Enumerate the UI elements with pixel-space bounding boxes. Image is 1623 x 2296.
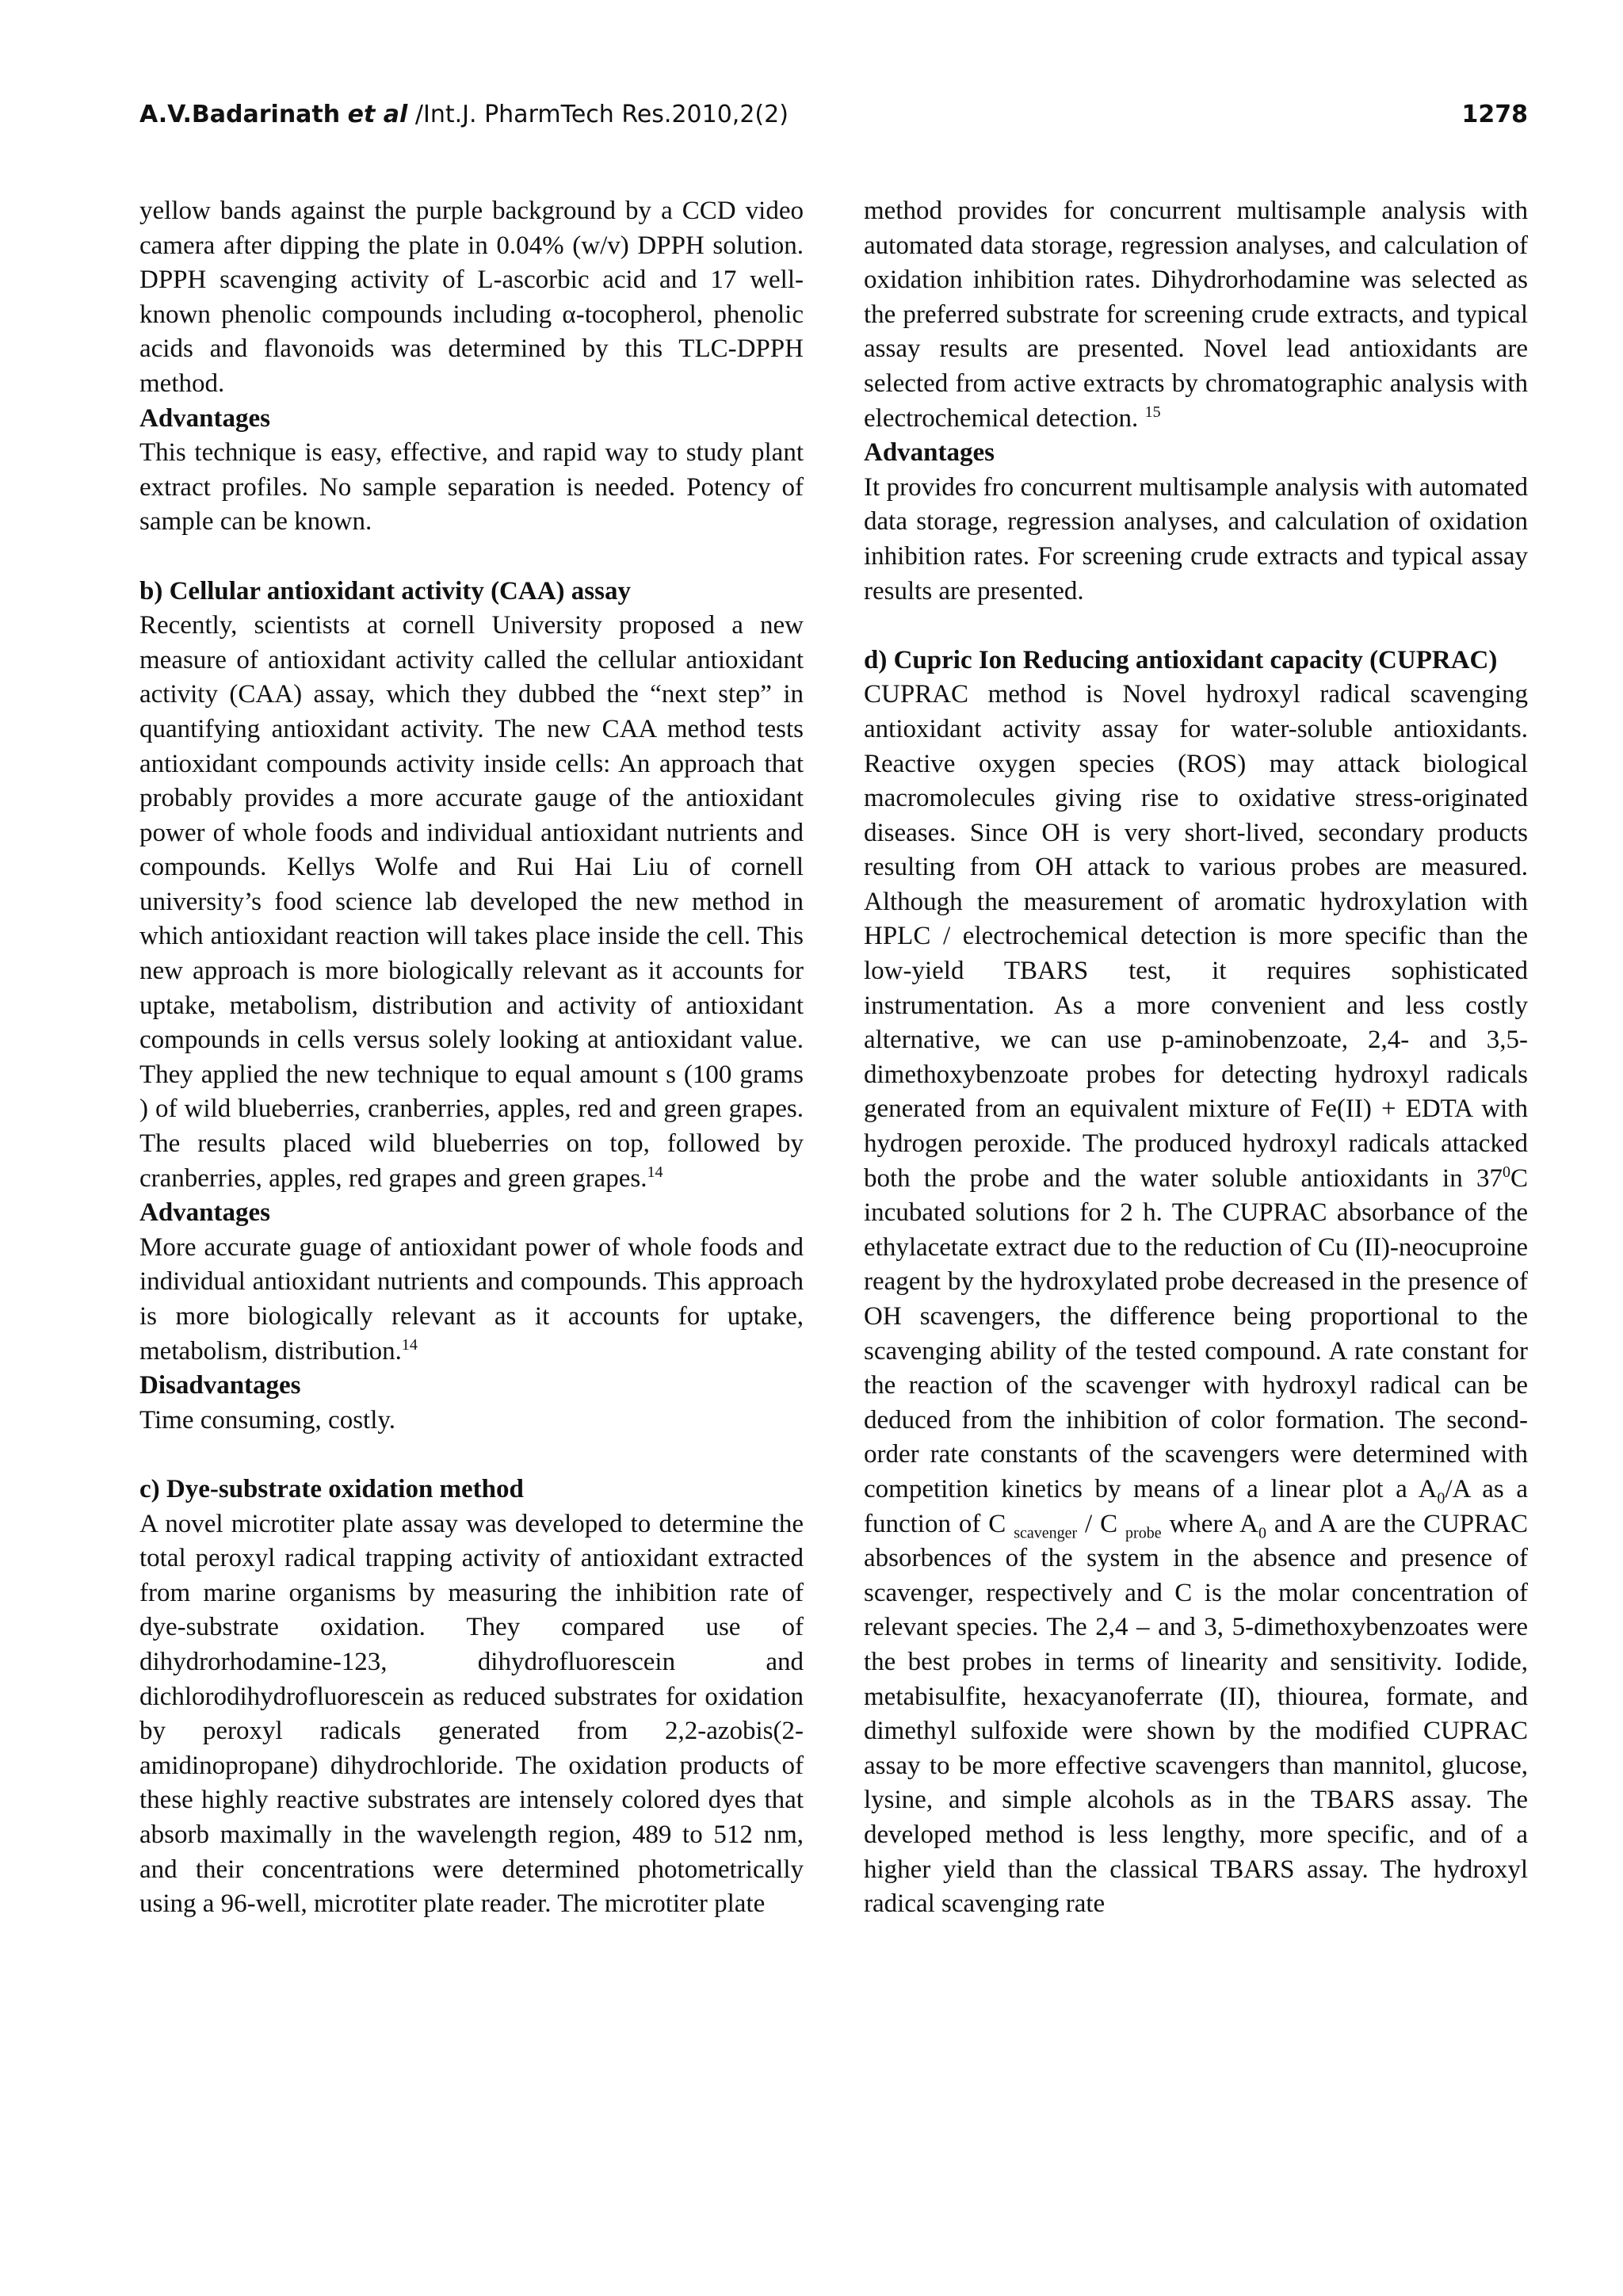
advantages-heading: Advantages — [864, 438, 995, 468]
cuprac-text: /A as a function of C — [864, 1474, 1528, 1538]
subscript: probe — [1125, 1524, 1162, 1542]
disadvantages-text: Time consuming, costly. — [139, 1405, 395, 1435]
author-name: A.V.Badarinath — [139, 101, 341, 128]
advantages-text: It provides fro concurrent multisample analysis with automated data storage, regression analyses, and calculation of oxidation inhibition rates. For screening crude extracts and typical assay results are presented. — [864, 472, 1528, 606]
advantages-text: More accurate guage of antioxidant power of whole foods and individual antioxidant nutrients and compounds. This approach is more biologically relevant as it accounts for uptake, metabolism, distribution. — [139, 1232, 804, 1366]
spacer — [139, 1438, 804, 1473]
spacer — [139, 540, 804, 575]
advantages-text: This technique is easy, effective, and rapid way to study plant extract profiles. No sample separation is needed. Potency of sample can be known. — [139, 438, 804, 537]
advantages-paragraph — [139, 1231, 804, 1369]
caa-heading: b) Cellular antioxidant activity (CAA) assay — [139, 576, 631, 606]
subscript: 0 — [1437, 1489, 1445, 1507]
cuprac-text: C incubated solutions for 2 h. The CUPRAC absorbance of the ethylacetate extract due to the reduction of Cu (II)-neocuproine reagent by the hydroxylated probe decreased in the presence of OH scavengers, the difference being proportional to the scavenging ability of the tested compound. A rate constant for the reaction of the scavenger with hydroxyl radical can be deduced from the inhibition of color formation. The second-order rate constants of the scavengers were determined with competition kinetics by means of a linear plot a A — [864, 1163, 1528, 1503]
subscript: scavenger — [1014, 1524, 1078, 1542]
subscript: 0 — [1258, 1524, 1267, 1542]
citation-ref: 14 — [647, 1163, 663, 1181]
page-number: 1278 — [1461, 101, 1528, 128]
degree-superscript: 0 — [1502, 1163, 1510, 1181]
cuprac-text: / C — [1077, 1509, 1126, 1538]
caa-text: Recently, scientists at cornell University proposed a new measure of antioxidant activity called the cellular antioxidant activity (CAA) assay, which they dubbed the “next step” in quantifying antioxidant activity. The new CAA method tests antioxidant compounds activity inside cells: An approach that probably provides a more accurate gauge of the antioxidant power of whole foods and individual antioxidant nutrients and compounds. Kellys Wolfe and Rui Hai Liu of cornell university’s food science lab developed the new method in which antioxidant reaction will takes place inside the cell. This new approach is more biologically relevant as it accounts for uptake, metabolism, distribution and activity of antioxidant compounds in cells versus solely looking at antioxidant value. They applied the new technique to equal amount s (100 grams ) of wild blueberries, cranberries, apples, red and green grapes. The results placed wild blueberries on top, followed by cranberries, apples, red grapes and green grapes. — [139, 611, 804, 1193]
left-column — [139, 194, 804, 1922]
right-column — [864, 194, 1528, 1922]
citation-ref: 15 — [1144, 403, 1161, 421]
spacer — [864, 609, 1528, 644]
cuprac-paragraph — [864, 678, 1528, 1921]
disadvantages-heading: Disadvantages — [139, 1371, 301, 1400]
microtiter-paragraph — [864, 194, 1528, 436]
dye-substrate-paragraph: A novel microtiter plate assay was developed to determine the total peroxyl radical trapping activity of antioxidant extracted from marine organisms by measuring the inhibition rate of dye-substrate oxidation. They compared use of dihydrorhodamine-123, dihydrofluorescein and dichlorodihydrofluorescein as reduced substrates for oxidation by peroxyl radicals generated from 2,2-azobis(2-amidinopropane) dihydrochloride. The oxidation products of these highly reactive substrates are intensely colored dyes that absorb maximally in the wavelength region, 489 to 512 nm, and their concentrations were determined photometrically using a 96-well, microtiter plate reader. The microtiter plate — [139, 1509, 804, 1919]
caa-paragraph — [139, 609, 804, 1196]
advantages-heading: Advantages — [139, 1198, 271, 1228]
cuprac-text: and A are the CUPRAC absorbences of the system in the absence and presence of scavenger, respectively and C is the molar concentration of relevant species. The 2,4 – and 3, 5-dimethoxybenzoates were the best probes in terms of linearity and sensitivity. Iodide, metabisulfite, hexacyanoferrate (II), thiourea, formate, and dimethyl sulfoxide were shown by the modified CUPRAC assay to be more effective scavengers than mannitol, glucose, lysine, and simple alcohols as in the TBARS assay. The developed method is less lengthy, more specific, and of a higher yield than the classical TBARS assay. The hydroxyl radical scavenging rate — [864, 1509, 1529, 1919]
microtiter-text: method provides for concurrent multisample analysis with automated data storage, regression analyses, and calculation of oxidation inhibition rates. Dihydrorhodamine was selected as the preferred substrate for screening crude extracts, and typical assay results are presented. Novel lead antioxidants are selected from active extracts by chromatographic analysis with electrochemical detection. — [864, 197, 1528, 433]
cuprac-heading: d) Cupric Ion Reducing antioxidant capacity (CUPRAC) — [864, 645, 1498, 674]
citation-ref: 14 — [401, 1335, 418, 1354]
et-al: et al — [347, 101, 408, 128]
citation-line — [139, 101, 789, 128]
dpph-paragraph: yellow bands against the purple background by a CCD video camera after dipping the plate in 0.04% (w/v) DPPH solution. DPPH scavenging activity of L-ascorbic acid and 17 well-known phenolic compounds including α-tocopherol, phenolic acids and flavonoids was determined by this TLC-DPPH method. — [139, 197, 804, 398]
advantages-heading: Advantages — [139, 403, 271, 433]
journal-name: /Int.J. PharmTech Res.2010,2(2) — [414, 101, 789, 128]
dye-substrate-heading: c) Dye-substrate oxidation method — [139, 1474, 524, 1503]
cuprac-text: where A — [1161, 1509, 1259, 1538]
running-head — [139, 91, 1528, 139]
cuprac-text: CUPRAC method is Novel hydroxyl radical scavenging antioxidant activity assay for water-soluble antioxidants. Reactive oxygen species (ROS) may attack biological macromolecules giving rise to oxidative stress-originated diseases. Since OH is very short-lived, secondary products resulting from OH attack to various probes are measured. Although the measurement of aromatic hydroxylation with HPLC / electrochemical detection is more specific than the low-yield TBARS test, it requires sophisticated instrumentation. As a more convenient and less costly alternative, we can use p-aminobenzoate, 2,4- and 3,5-dimethoxybenzoate probes for detecting hydroxyl radicals generated from an equivalent mixture of Fe(II) + EDTA with hydrogen peroxide. The produced hydroxyl radicals attacked both the probe and the water soluble antioxidants in 37 — [864, 680, 1528, 1193]
